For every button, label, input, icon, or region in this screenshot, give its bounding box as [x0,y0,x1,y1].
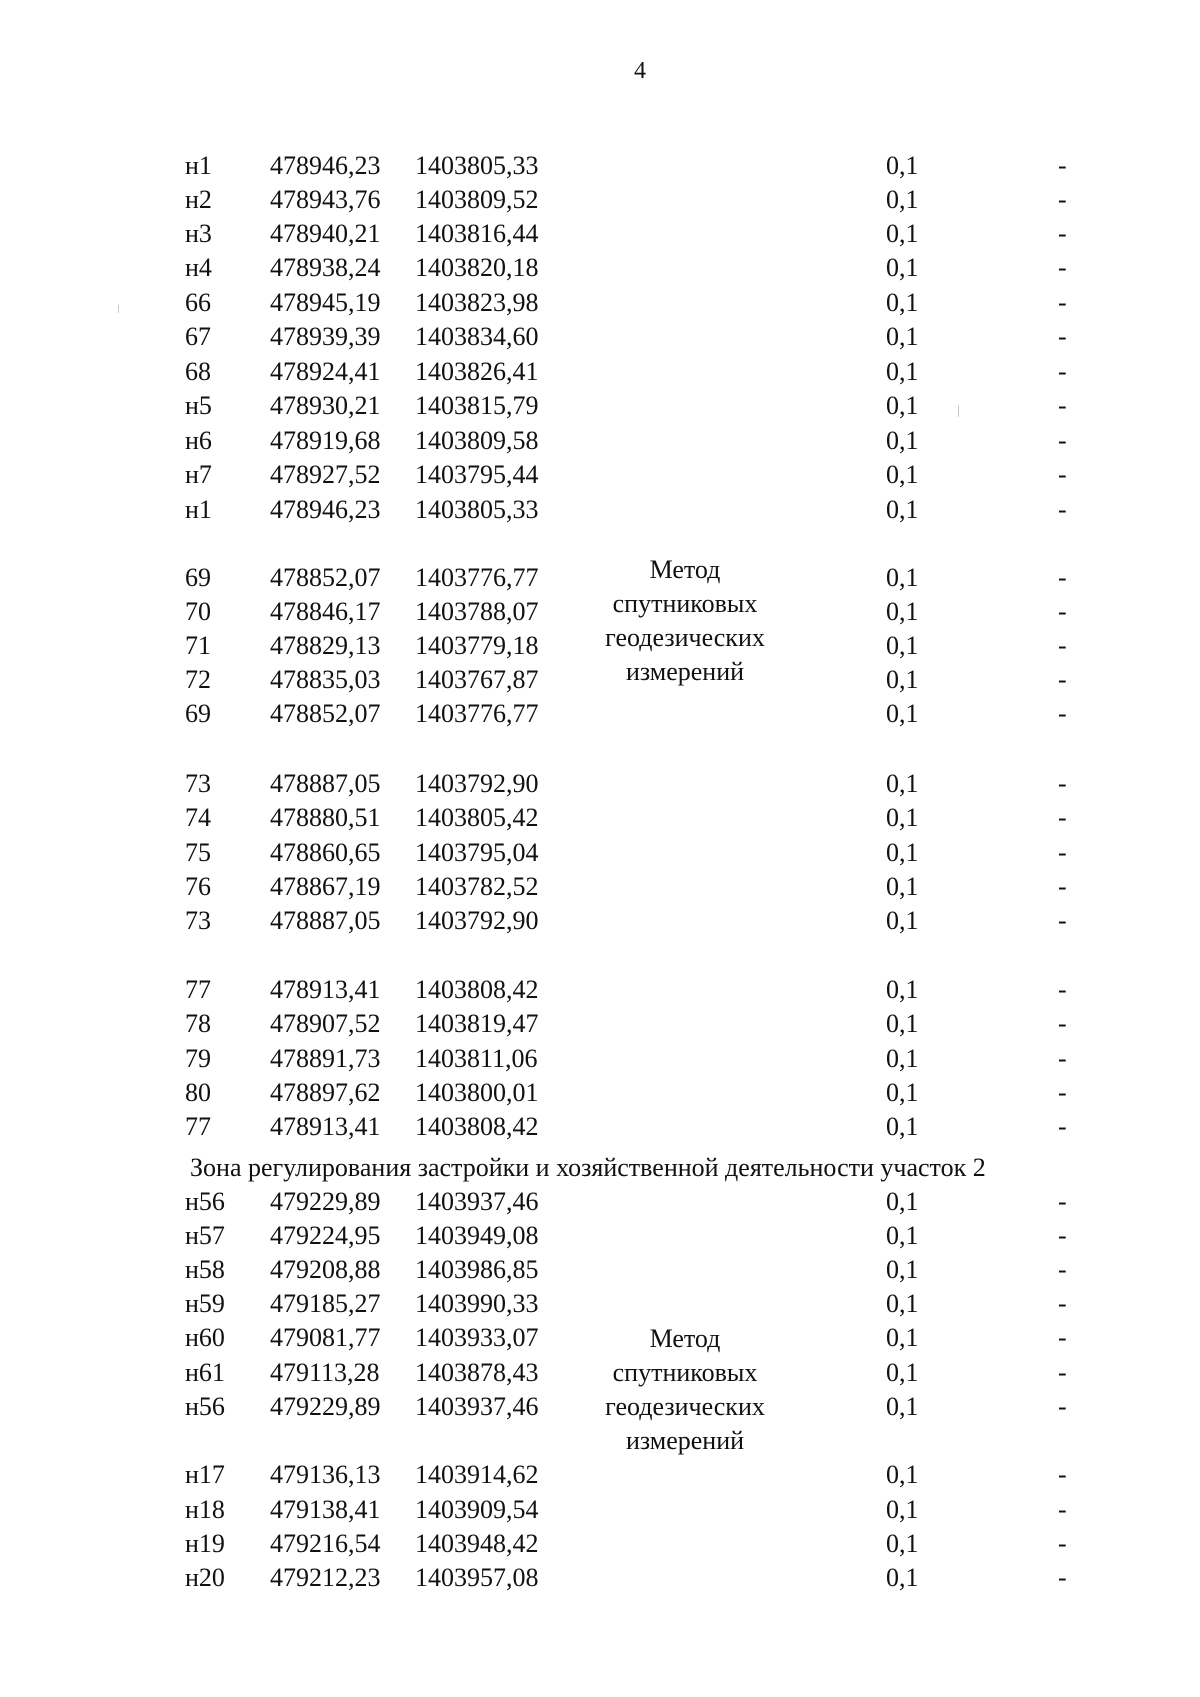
cell-point: н2 [185,185,212,214]
cell-point: н19 [185,1529,225,1558]
table-row [0,286,1200,320]
cell-accuracy: 0,1 [886,391,919,420]
cell-x: 478887,05 [270,906,381,935]
cell-y: 1403792,90 [415,769,539,798]
cell-dash: - [1058,1529,1067,1558]
cell-x: 478946,23 [270,495,381,524]
cell-y: 1403826,41 [415,357,539,386]
table-row [0,1458,1200,1492]
cell-y: 1403779,18 [415,631,539,660]
cell-point: н56 [185,1392,225,1421]
table-row [0,1185,1200,1219]
cell-y: 1403815,79 [415,391,539,420]
cell-accuracy: 0,1 [886,1495,919,1524]
cell-point: н20 [185,1563,225,1592]
table-row [0,973,1200,1007]
cell-point: 73 [185,769,211,798]
cell-accuracy: 0,1 [886,253,919,282]
table-row [0,493,1200,527]
table-row [0,251,1200,285]
table-row [0,1042,1200,1076]
cell-point: 79 [185,1044,211,1073]
cell-y: 1403823,98 [415,288,539,317]
cell-y: 1403808,42 [415,1112,539,1141]
cell-point: н60 [185,1323,225,1352]
cell-x: 478897,62 [270,1078,381,1107]
cell-point: н1 [185,495,212,524]
cell-x: 478887,05 [270,769,381,798]
cell-x: 478852,07 [270,699,381,728]
cell-dash: - [1058,1221,1067,1250]
table-row [0,697,1200,731]
cell-dash: - [1058,219,1067,248]
cell-x: 478924,41 [270,357,381,386]
cell-x: 478891,73 [270,1044,381,1073]
cell-dash: - [1058,803,1067,832]
cell-dash: - [1058,769,1067,798]
cell-point: 69 [185,699,211,728]
cell-dash: - [1058,151,1067,180]
cell-x: 478919,68 [270,426,381,455]
cell-point: н57 [185,1221,225,1250]
cell-dash: - [1058,426,1067,455]
cell-accuracy: 0,1 [886,1529,919,1558]
cell-x: 478939,39 [270,322,381,351]
cell-dash: - [1058,838,1067,867]
cell-dash: - [1058,288,1067,317]
cell-accuracy: 0,1 [886,838,919,867]
cell-y: 1403834,60 [415,322,539,351]
cell-accuracy: 0,1 [886,1221,919,1250]
cell-accuracy: 0,1 [886,1112,919,1141]
cell-point: 75 [185,838,211,867]
cell-dash: - [1058,563,1067,592]
cell-accuracy: 0,1 [886,426,919,455]
cell-x: 479216,54 [270,1529,381,1558]
table-row [0,1007,1200,1041]
method-line: спутниковых [612,1358,758,1387]
table-row [0,1527,1200,1561]
cell-point: н5 [185,391,212,420]
cell-y: 1403878,43 [415,1358,539,1387]
cell-y: 1403767,87 [415,665,539,694]
cell-accuracy: 0,1 [886,1323,919,1352]
cell-point: н18 [185,1495,225,1524]
cell-x: 479081,77 [270,1323,381,1352]
cell-accuracy: 0,1 [886,1460,919,1489]
cell-accuracy: 0,1 [886,906,919,935]
cell-point: н59 [185,1289,225,1318]
cell-y: 1403809,52 [415,185,539,214]
cell-dash: - [1058,665,1067,694]
table-row [0,1561,1200,1595]
cell-point: 68 [185,357,211,386]
cell-y: 1403990,33 [415,1289,539,1318]
cell-accuracy: 0,1 [886,1358,919,1387]
cell-dash: - [1058,357,1067,386]
cell-dash: - [1058,185,1067,214]
cell-x: 479208,88 [270,1255,381,1284]
zone-title: Зона регулирования застройки и хозяйственной деятельности участок 2 [190,1153,986,1182]
cell-y: 1403811,06 [415,1044,538,1073]
cell-point: 70 [185,597,211,626]
cell-x: 478846,17 [270,597,381,626]
cell-dash: - [1058,253,1067,282]
method-label-2 [575,1322,795,1458]
cell-y: 1403808,42 [415,975,539,1004]
cell-accuracy: 0,1 [886,1289,919,1318]
cell-accuracy: 0,1 [886,460,919,489]
cell-x: 479229,89 [270,1187,381,1216]
cell-y: 1403776,77 [415,699,539,728]
cell-y: 1403949,08 [415,1221,539,1250]
table-row [0,1110,1200,1144]
cell-y: 1403788,07 [415,597,539,626]
table-row [0,1287,1200,1321]
cell-x: 479138,41 [270,1495,381,1524]
cell-dash: - [1058,1112,1067,1141]
table-row [0,217,1200,251]
cell-y: 1403933,07 [415,1323,539,1352]
cell-x: 479212,23 [270,1563,381,1592]
cell-x: 478940,21 [270,219,381,248]
cell-point: 71 [185,631,211,660]
cell-dash: - [1058,1495,1067,1524]
cell-accuracy: 0,1 [886,597,919,626]
cell-point: н58 [185,1255,225,1284]
cell-accuracy: 0,1 [886,665,919,694]
table-row [0,1076,1200,1110]
cell-point: 76 [185,872,211,901]
cell-x: 478852,07 [270,563,381,592]
cell-dash: - [1058,1078,1067,1107]
cell-y: 1403792,90 [415,906,539,935]
cell-accuracy: 0,1 [886,495,919,524]
cell-accuracy: 0,1 [886,769,919,798]
cell-y: 1403795,04 [415,838,539,867]
cell-point: 74 [185,803,211,832]
cell-x: 478946,23 [270,151,381,180]
cell-dash: - [1058,460,1067,489]
cell-x: 478943,76 [270,185,381,214]
cell-accuracy: 0,1 [886,151,919,180]
cell-x: 478907,52 [270,1009,381,1038]
cell-point: н56 [185,1187,225,1216]
cell-accuracy: 0,1 [886,803,919,832]
cell-point: н3 [185,219,212,248]
table-row [0,1493,1200,1527]
cell-y: 1403795,44 [415,460,539,489]
cell-y: 1403782,52 [415,872,539,901]
cell-dash: - [1058,906,1067,935]
cell-y: 1403957,08 [415,1563,539,1592]
cell-dash: - [1058,391,1067,420]
table-row [0,836,1200,870]
cell-point: н17 [185,1460,225,1489]
table-row [0,1219,1200,1253]
cell-accuracy: 0,1 [886,872,919,901]
cell-y: 1403937,46 [415,1392,539,1421]
cell-dash: - [1058,322,1067,351]
cell-dash: - [1058,1323,1067,1352]
table-row [0,870,1200,904]
cell-accuracy: 0,1 [886,1044,919,1073]
cell-y: 1403800,01 [415,1078,539,1107]
table-row [0,767,1200,801]
cell-x: 479185,27 [270,1289,381,1318]
cell-y: 1403816,44 [415,219,539,248]
cell-point: 69 [185,563,211,592]
cell-accuracy: 0,1 [886,1078,919,1107]
cell-x: 479224,95 [270,1221,381,1250]
cell-x: 478927,52 [270,460,381,489]
cell-dash: - [1058,1289,1067,1318]
cell-accuracy: 0,1 [886,1009,919,1038]
table-row [0,904,1200,938]
method-line: Метод [649,555,721,584]
cell-accuracy: 0,1 [886,288,919,317]
table-row [0,149,1200,183]
table-row [0,320,1200,354]
cell-dash: - [1058,1255,1067,1284]
cell-x: 478930,21 [270,391,381,420]
method-line: геодезических [605,1392,765,1421]
table-row [0,355,1200,389]
method-line: геодезических [605,623,765,652]
cell-point: н61 [185,1358,225,1387]
cell-y: 1403805,33 [415,495,539,524]
cell-accuracy: 0,1 [886,1563,919,1592]
scan-mark [958,405,959,417]
cell-dash: - [1058,1009,1067,1038]
cell-point: 80 [185,1078,211,1107]
cell-dash: - [1058,1358,1067,1387]
cell-y: 1403809,58 [415,426,539,455]
cell-dash: - [1058,631,1067,660]
cell-point: 77 [185,1112,211,1141]
cell-point: 67 [185,322,211,351]
cell-accuracy: 0,1 [886,975,919,1004]
method-label-1 [575,553,795,689]
cell-x: 478835,03 [270,665,381,694]
cell-x: 478880,51 [270,803,381,832]
cell-y: 1403805,33 [415,151,539,180]
cell-x: 479136,13 [270,1460,381,1489]
scan-mark [118,305,119,313]
cell-point: 72 [185,665,211,694]
cell-y: 1403937,46 [415,1187,539,1216]
method-line: измерений [625,1426,745,1455]
cell-point: н1 [185,151,212,180]
page-number: 4 [634,58,646,84]
cell-y: 1403819,47 [415,1009,539,1038]
cell-dash: - [1058,1563,1067,1592]
table-row [0,183,1200,217]
method-line: Метод [649,1324,721,1353]
method-line: измерений [625,657,745,686]
cell-x: 478913,41 [270,1112,381,1141]
cell-x: 478945,19 [270,288,381,317]
cell-y: 1403948,42 [415,1529,539,1558]
cell-dash: - [1058,872,1067,901]
cell-accuracy: 0,1 [886,631,919,660]
cell-y: 1403820,18 [415,253,539,282]
cell-x: 478867,19 [270,872,381,901]
cell-y: 1403914,62 [415,1460,539,1489]
table-row [0,424,1200,458]
table-row [0,389,1200,423]
cell-point: н7 [185,460,212,489]
cell-accuracy: 0,1 [886,563,919,592]
table-row [0,458,1200,492]
cell-dash: - [1058,1392,1067,1421]
cell-y: 1403909,54 [415,1495,539,1524]
table-row [0,1253,1200,1287]
cell-dash: - [1058,1044,1067,1073]
cell-point: 73 [185,906,211,935]
cell-x: 478829,13 [270,631,381,660]
cell-accuracy: 0,1 [886,1392,919,1421]
cell-point: н4 [185,253,212,282]
cell-x: 478913,41 [270,975,381,1004]
cell-accuracy: 0,1 [886,1255,919,1284]
cell-accuracy: 0,1 [886,185,919,214]
cell-y: 1403986,85 [415,1255,539,1284]
cell-dash: - [1058,597,1067,626]
cell-point: н6 [185,426,212,455]
cell-point: 78 [185,1009,211,1038]
cell-y: 1403776,77 [415,563,539,592]
cell-y: 1403805,42 [415,803,539,832]
cell-point: 77 [185,975,211,1004]
cell-accuracy: 0,1 [886,699,919,728]
cell-dash: - [1058,495,1067,524]
cell-x: 479229,89 [270,1392,381,1421]
cell-x: 478860,65 [270,838,381,867]
cell-dash: - [1058,1187,1067,1216]
cell-accuracy: 0,1 [886,1187,919,1216]
cell-dash: - [1058,1460,1067,1489]
cell-accuracy: 0,1 [886,219,919,248]
cell-dash: - [1058,699,1067,728]
method-line: спутниковых [612,589,758,618]
cell-accuracy: 0,1 [886,357,919,386]
cell-x: 478938,24 [270,253,381,282]
cell-point: 66 [185,288,211,317]
cell-accuracy: 0,1 [886,322,919,351]
cell-dash: - [1058,975,1067,1004]
cell-x: 479113,28 [270,1358,380,1387]
table-row [0,801,1200,835]
